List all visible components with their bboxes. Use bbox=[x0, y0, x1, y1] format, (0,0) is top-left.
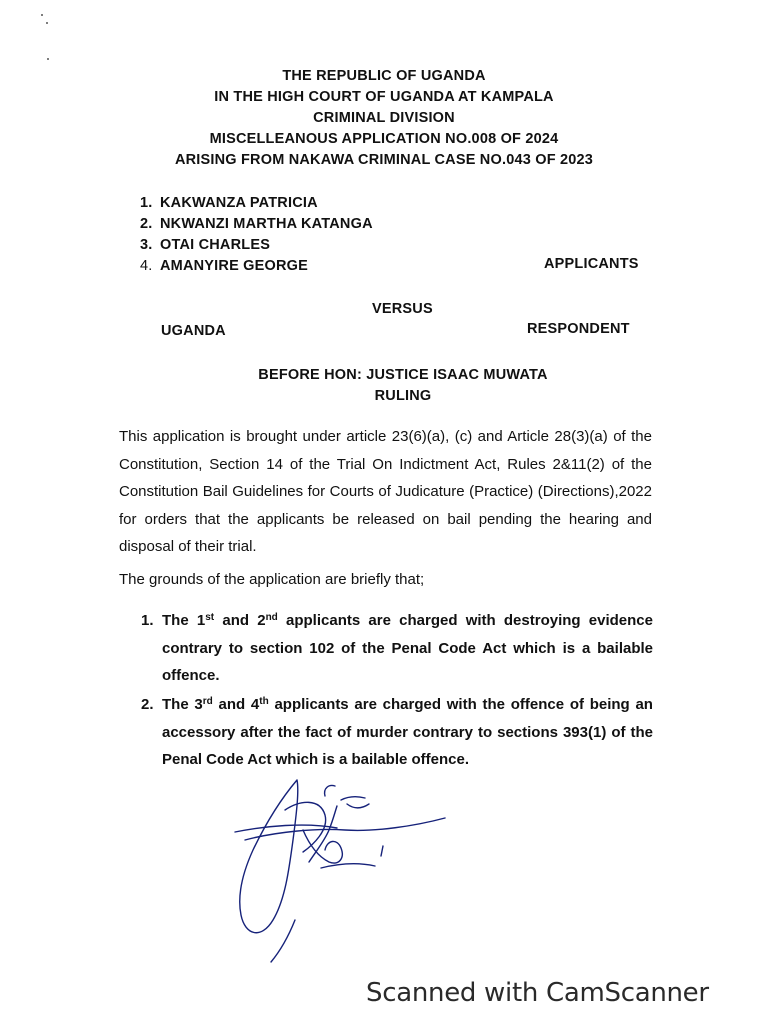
scan-speck bbox=[41, 14, 43, 16]
applicant-item bbox=[140, 256, 373, 277]
applicant-number: 4. bbox=[140, 258, 153, 274]
ground-text bbox=[162, 691, 653, 774]
handwritten-signature bbox=[225, 770, 465, 970]
ground-text-part: The 1 bbox=[162, 612, 206, 629]
ground-item bbox=[141, 691, 653, 774]
ordinal-suffix: nd bbox=[265, 612, 278, 623]
applicants-label: APPLICANTS bbox=[544, 256, 639, 272]
applicant-name: KAKWANZA PATRICIA bbox=[160, 195, 318, 211]
ruling-title: RULING bbox=[374, 388, 432, 404]
ground-text-part: and 4 bbox=[212, 696, 260, 713]
camscanner-watermark: Scanned with CamScanner bbox=[366, 978, 709, 1008]
applicant-name: AMANYIRE GEORGE bbox=[160, 258, 309, 274]
grounds-intro: The grounds of the application are briefly that; bbox=[119, 571, 425, 588]
heading-court: IN THE HIGH COURT OF UGANDA AT KAMPALA bbox=[214, 89, 554, 105]
applicants-list bbox=[140, 193, 373, 277]
ground-item bbox=[141, 607, 653, 690]
applicant-item bbox=[140, 235, 373, 256]
ground-text-part: The 3 bbox=[162, 696, 203, 713]
ground-number: 1. bbox=[141, 612, 154, 629]
applicant-number: 2. bbox=[140, 216, 153, 232]
ordinal-suffix: rd bbox=[202, 696, 213, 707]
ground-text-part: applicants are charged with the offence of being an accessory after the fact of murder contrary to sections 393(1) of the Penal Code Act which is a bailable offence. bbox=[162, 696, 653, 768]
ordinal-suffix: st bbox=[205, 612, 215, 623]
scan-speck bbox=[46, 22, 48, 24]
ordinal-suffix: th bbox=[259, 696, 269, 707]
applicant-name: OTAI CHARLES bbox=[160, 237, 271, 253]
applicant-item bbox=[140, 214, 373, 235]
heading-application-number: MISCELLEANOUS APPLICATION NO.008 OF 2024 bbox=[209, 131, 559, 147]
heading-arising-from: ARISING FROM NAKAWA CRIMINAL CASE NO.043 OF 2023 bbox=[174, 152, 594, 168]
heading-division: CRIMINAL DIVISION bbox=[313, 110, 455, 126]
ground-number: 2. bbox=[141, 696, 154, 713]
ground-text-part: and 2 bbox=[214, 612, 266, 629]
applicant-name: NKWANZI MARTHA KATANGA bbox=[160, 216, 373, 232]
ground-text-part: applicants are charged with destroying evidence contrary to section 102 of the Penal Code Act which is a bailable offence. bbox=[162, 612, 653, 684]
scan-speck bbox=[47, 58, 49, 60]
applicant-item bbox=[140, 193, 373, 214]
bench-block bbox=[0, 365, 768, 407]
applicant-number: 3. bbox=[140, 237, 153, 253]
document-heading bbox=[0, 66, 768, 171]
intro-paragraph: This application is brought under article 23(6)(a), (c) and Article 28(3)(a) of the Constitution, Section 14 of the Trial On Indictment Act, Rules 2&11(2) of the Constitution Bail Guidelines for Courts of Judicature (Practice) (Directions),2022 for orders that the applicants be released on bail pending the hearing and disposal of their trial. bbox=[119, 428, 652, 555]
heading-republic: THE REPUBLIC OF UGANDA bbox=[282, 68, 486, 84]
respondent-name: UGANDA bbox=[161, 323, 226, 339]
versus-label: VERSUS bbox=[372, 301, 433, 317]
respondent-label: RESPONDENT bbox=[527, 321, 630, 337]
applicant-number: 1. bbox=[140, 195, 153, 211]
ground-text bbox=[162, 607, 653, 690]
bench-line: BEFORE HON: JUSTICE ISAAC MUWATA bbox=[258, 367, 548, 383]
